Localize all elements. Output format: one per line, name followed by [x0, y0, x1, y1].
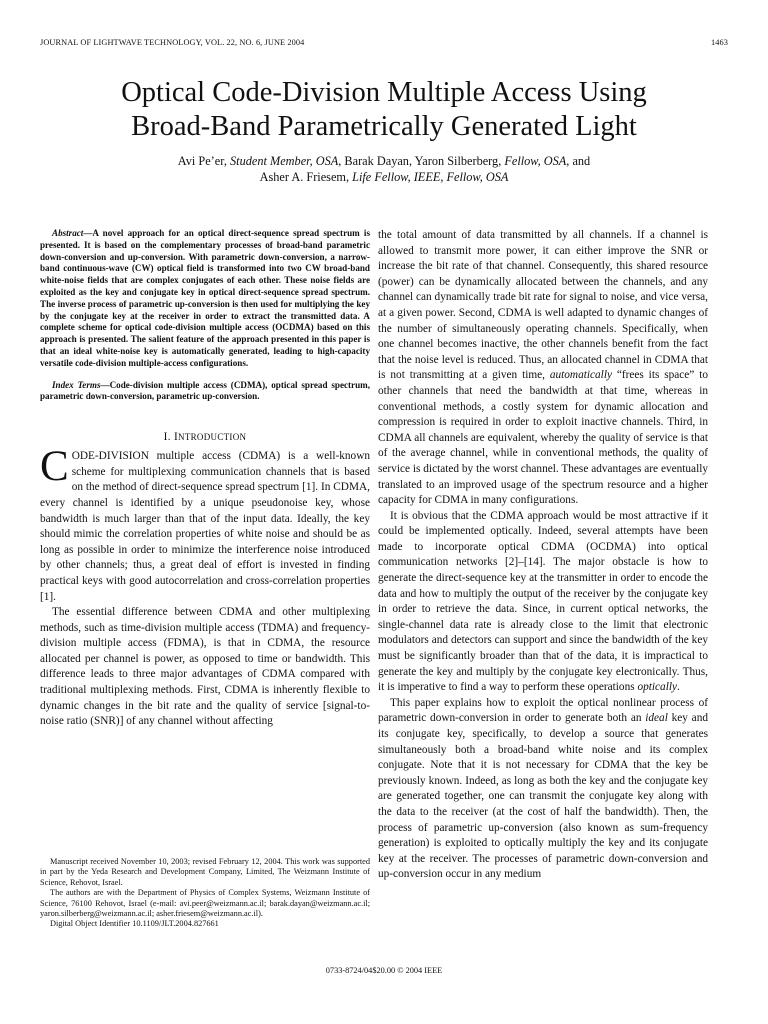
drop-cap: C	[40, 443, 69, 491]
author-conjunction: , and	[566, 154, 591, 168]
author-name: Asher A. Friesem,	[259, 170, 353, 184]
body-paragraph-2: It is obvious that the CDMA approach would be most attractive if it could be implemented optically. Indeed, several attempts have been made to incorporate optical CDMA (OCDMA) into optical communication networks [2]–[14]. The major obstacle is how to generate the direct-sequence key at the transmitter in order to encode the data and how to multiply the output of the receiver by the conjugate key in order to retrieve the data. Since, in current optical networks, the single-channel data rate is already close to the limit that electronic modulators and detectors can support and since the bandwidth of the key must be significantly broader than that of the data, it is impractical to generate the key and multiply by the conjugate key electronically. Thus, it is imperative to find a way to perform these operations optically.	[378, 509, 708, 694]
manuscript-footnote	[40, 857, 370, 930]
intro-paragraph-2: The essential difference between CDMA and other multiplexing methods, such as time-division multiple access (TDMA) and frequency-division multiple access (FDMA), is that in CDMA, the resource allocated per channel is power, as opposed to time or bandwidth. This difference leads to three major advantages of CDMA compared with traditional multiplexing methods. First, CDMA is inherently flexible to dynamic changes in the bit rate and the quality of service [signal-to-noise ratio (SNR)] of any channel without affecting	[40, 606, 370, 728]
author-affiliation: Life Fellow, IEEE, Fellow, OSA	[352, 170, 509, 184]
index-terms-text: —Code-division multiple access (CDMA), optical spread spectrum, parametric down-conversion, parametric up-conversion.	[40, 379, 370, 402]
title-line-2: Broad-Band Parametrically Generated Light	[131, 111, 637, 142]
body-paragraph-3: This paper explains how to exploit the optical nonlinear process of parametric down-conversion in order to generate both an ideal key and its conjugate key, specifically, to develop a source that generates simultaneously both a broad-band white noise and its complex conjugate. Note that it is not necessary for CDMA that the key be previously known. Indeed, as long as both the key and the conjugate key are generated together, one can transmit the conjugate key along with the data to the receiver (at the cost of half the bandwidth). Then, the process of parametric up-conversion (also known as sum-frequency generation) is exploited to optically multiply the key and its conjugate key at the receiver. The processes of parametric down-conversion and up-conversion occur in any medium	[378, 696, 708, 881]
body-paragraph-1: the total amount of data transmitted by all channels. If a channel is allowed to transmit more power, it can either improve the SNR or increase the bit rate of that channel. Consequently, this shared resource (power) can be dynamically allocated between the channels, and any channel can dynamically trade bit rate for signal to noise, and vice versa, at a given power. Second, CDMA is well adapted to dynamic changes of the number of simultaneously operating channels. Specifically, when one channel becomes inactive, the other channels benefit from the fact that the noise level is reduced. Thus, an allocated channel in CDMA that is not transmitting at a given time, automatically “frees its space” to other channels that need the bandwidth at that time, whereas in conventional methods, a costly system for dynamic allocation and compression is required in order to exploit inactive channels. Third, in CDMA all channels are equivalent, whereby the quality of service is that of the average channel, while in conventional methods, the quality of service is dictated by the worst channel. These advantages are eventually translated to an improved usage of the spectrum resource and a higher capacity for CDMA in many configurations.	[378, 229, 708, 507]
footnote-doi: Digital Object Identifier 10.1109/JLT.2004.827661	[50, 919, 219, 929]
author-line-2	[30, 169, 738, 185]
title-line-1: Optical Code-Division Multiple Access Using	[121, 77, 647, 108]
author-line-1	[30, 153, 738, 169]
section-heading: I. INTRODUCTION	[163, 431, 247, 444]
author-name: , Barak Dayan, Yaron Silberberg,	[338, 154, 505, 168]
footnote-received: Manuscript received November 10, 2003; revised February 12, 2004. This work was supported in part by the Yeda Research and Development Company, Limited, The Weizmann Institute of Science, Rehovot, Israel.	[40, 857, 370, 887]
left-column	[40, 228, 370, 730]
author-affiliation: Student Member, OSA	[230, 154, 339, 168]
footnote-affiliation: The authors are with the Department of Physics of Complex Systems, Weizmann Institute of Science, 76100 Rehovot, Israel (e-mail: avi.peer@weizmann.ac.il; barak.dayan@weizmann.ac.il; yaron.silberberg@weizmann.ac.il; asher.friesem@weizmann.ac.il).	[40, 888, 370, 919]
running-head	[40, 38, 728, 47]
index-terms-label: Index Terms	[52, 379, 101, 390]
journal-citation: JOURNAL OF LIGHTWAVE TECHNOLOGY, VOL. 22, NO. 6, JUNE 2004	[40, 38, 305, 47]
abstract	[40, 228, 370, 370]
index-terms	[40, 380, 370, 404]
right-column	[378, 228, 708, 883]
copyright-footer: 0733-8724/04$20.00 © 2004 IEEE	[325, 966, 443, 975]
page-number: 1463	[711, 38, 728, 47]
author-name: Avi Pe’er,	[177, 154, 230, 168]
abstract-text: —A novel approach for an optical direct-sequence spread spectrum is presented. It is based on the complementary processes of broad-band parametric down-conversion and up-conversion. With parametric down-conversion, a narrow-band continuous-wave (CW) optical field is transformed into two CW broad-band white-noise fields that are complex conjugates of each other. These noise fields are exploited as the key and conjugate key in optical direct-sequence spread spectrum. The inverse process of parametric up-conversion is then used for multiplying the key by the conjugate key at the receiver in order to extract the transmitted data. A complete scheme for optical code-division multiple access (OCDMA) based on this approach is presented. The salient feature of the approach presented in this paper is that an ideal white-noise key is automatically generated, leading to high-capacity versatile code-division multiple-access configurations.	[40, 228, 370, 368]
author-list	[30, 153, 738, 185]
abstract-label: Abstract	[52, 228, 84, 238]
paper-title	[20, 76, 748, 144]
intro-paragraph-1: CODE-DIVISION multiple access (CDMA) is a well-known scheme for multiplexing communication channels that is based on the method of direct-sequence spread spectrum [1]. In CDMA, every channel is identified by a unique pseudonoise key, whose bandwidth is much larger than that of the input data. Ideally, the key should mimic the correlation properties of white noise and should be as long as possible in order to minimize the interference noise introduced by other channels; thus, a great deal of effort is invested in finding practical keys with good autocorrelation and cross-correlation properties [1].	[40, 443, 370, 603]
author-affiliation: Fellow, OSA	[504, 154, 567, 168]
